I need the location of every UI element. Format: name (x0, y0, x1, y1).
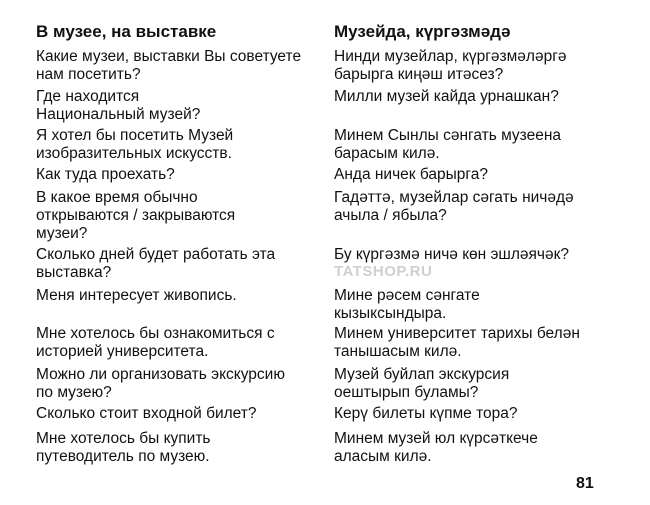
tatar-phrase: Минем музей юл күрсәткече аласым килә. (334, 430, 538, 465)
tatar-phrase: Гадәттә, музейлар сәгать ничәдә ачыла / ябыла? (334, 189, 574, 224)
tatar-phrase: Минем университет тарихы белән танышасым килә. (334, 325, 580, 360)
russian-phrase: Меня интересует живопись. (36, 287, 237, 304)
russian-phrase: Какие музеи, выставки Вы советуете нам посетить? (36, 48, 302, 83)
russian-phrase: Сколько дней будет работать эта выставка? (36, 246, 276, 281)
russian-phrase: Можно ли организовать экскурсию по музею? (36, 366, 285, 401)
tatar-phrase: Анда ничек барырга? (334, 166, 488, 183)
tatar-phrase: Бу күргәзмә ничә көн эшләячәк? (334, 246, 569, 263)
russian-phrase: В какое время обычно открываются / закрываются музеи? (36, 189, 236, 242)
tatar-phrase: Нинди музейлар, күргәзмәләргә барырга киңәш итәсез? (334, 48, 567, 83)
russian-phrase: Как туда проехать? (36, 166, 175, 183)
tatar-phrase: Милли музей кайда урнашкан? (334, 88, 559, 105)
tatar-heading: Музейда, күргәзмәдә (334, 22, 511, 41)
russian-phrase: Мне хотелось бы ознакомиться с историей университета. (36, 325, 275, 360)
tatar-phrase: Музей буйлап экскурсия оештырып буламы? (334, 366, 510, 401)
russian-phrase: Сколько стоит входной билет? (36, 405, 257, 422)
russian-heading: В музее, на выставке (36, 22, 217, 41)
page-number: 81 (576, 475, 594, 492)
tatar-phrase: Мине рәсем сәнгате кызыксындыра. (334, 287, 480, 322)
watermark: TATSHOP.RU (334, 263, 433, 280)
tatar-phrase: Керү билеты күпме тора? (334, 405, 518, 422)
russian-phrase: Мне хотелось бы купить путеводитель по музею. (36, 430, 211, 465)
tatar-phrase: Минем Сынлы сәнгать музеена барасым килә. (334, 127, 562, 162)
russian-phrase: Где находится Национальный музей? (36, 88, 201, 123)
russian-phrase: Я хотел бы посетить Музей изобразительных искусств. (36, 127, 234, 162)
